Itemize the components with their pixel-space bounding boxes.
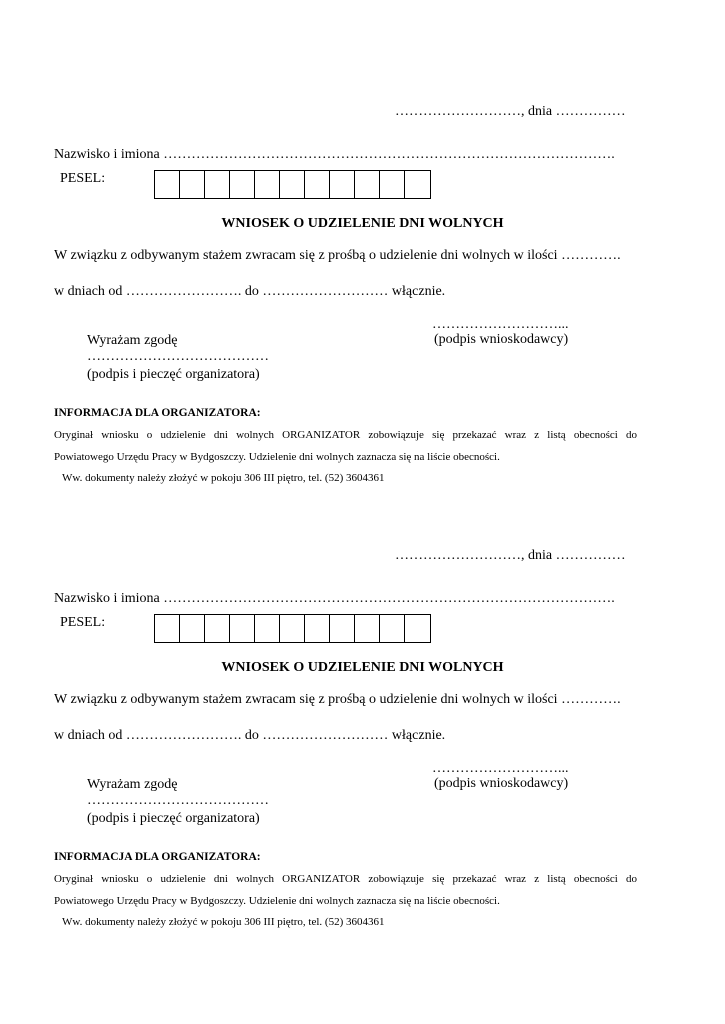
pesel-grid	[154, 614, 431, 643]
info-paragraph-2: Powiatowego Urzędu Pracy w Bydgoszczy. Udzielenie dni wolnych zaznacza się na liście obecności.	[54, 895, 500, 907]
organizer-signature-line: …………………………………	[87, 349, 269, 364]
pesel-label: PESEL:	[60, 615, 106, 630]
pesel-cell	[380, 171, 405, 198]
date-line: ………………………, dnia ……………	[395, 104, 626, 119]
form-title: WNIOSEK O UDZIELENIE DNI WOLNYCH	[221, 216, 504, 231]
applicant-signature-line: ………………………...	[432, 761, 569, 776]
info-paragraph-3: Ww. dokumenty należy złożyć w pokoju 306 III piętro, tel. (52) 3604361	[62, 472, 385, 484]
pesel-cell	[280, 615, 305, 642]
leave-request-form-1	[0, 0, 725, 484]
pesel-cell	[280, 171, 305, 198]
organizer-signature-label: (podpis i pieczęć organizatora)	[87, 811, 260, 826]
pesel-cell	[355, 615, 380, 642]
pesel-cell	[355, 171, 380, 198]
info-paragraph-1: Oryginał wniosku o udzielenie dni wolnych ORGANIZATOR zobowiązuje się przekazać wraz z listą obecności do	[54, 873, 637, 885]
date-line: ………………………, dnia ……………	[395, 548, 626, 563]
pesel-cell	[205, 171, 230, 198]
pesel-label: PESEL:	[60, 171, 106, 186]
pesel-cell	[205, 615, 230, 642]
organizer-signature-label: (podpis i pieczęć organizatora)	[87, 367, 260, 382]
pesel-cell	[405, 615, 430, 642]
dates-text: w dniach od ……………………. do ……………………… włącznie.	[54, 728, 446, 743]
leave-request-form-2	[0, 444, 725, 928]
pesel-cell	[255, 171, 280, 198]
pesel-cell	[305, 615, 330, 642]
pesel-cell	[180, 615, 205, 642]
pesel-cell	[255, 615, 280, 642]
info-heading: INFORMACJA DLA ORGANIZATORA:	[54, 407, 261, 419]
info-paragraph-3: Ww. dokumenty należy złożyć w pokoju 306 III piętro, tel. (52) 3604361	[62, 916, 385, 928]
dates-text: w dniach od ……………………. do ……………………… włącznie.	[54, 284, 446, 299]
pesel-cell	[380, 615, 405, 642]
pesel-grid	[154, 170, 431, 199]
applicant-signature-label: (podpis wnioskodawcy)	[434, 332, 569, 347]
pesel-cell	[230, 615, 255, 642]
pesel-cell	[405, 171, 430, 198]
pesel-cell	[155, 615, 180, 642]
consent-label: Wyrażam zgodę	[87, 333, 178, 348]
pesel-cell	[305, 171, 330, 198]
consent-label: Wyrażam zgodę	[87, 777, 178, 792]
name-field-line: Nazwisko i imiona …………………………………………………………………………………….	[54, 591, 615, 606]
name-field-line: Nazwisko i imiona …………………………………………………………………………………….	[54, 147, 615, 162]
organizer-signature-line: …………………………………	[87, 793, 269, 808]
info-heading: INFORMACJA DLA ORGANIZATORA:	[54, 851, 261, 863]
request-text: W związku z odbywanym stażem zwracam się z prośbą o udzielenie dni wolnych w ilości ………….	[54, 692, 621, 707]
pesel-cell	[330, 615, 355, 642]
request-text: W związku z odbywanym stażem zwracam się z prośbą o udzielenie dni wolnych w ilości ………….	[54, 248, 621, 263]
pesel-cell	[230, 171, 255, 198]
pesel-cell	[155, 171, 180, 198]
pesel-cell	[180, 171, 205, 198]
form-title: WNIOSEK O UDZIELENIE DNI WOLNYCH	[221, 660, 504, 675]
applicant-signature-line: ………………………...	[432, 317, 569, 332]
applicant-signature-label: (podpis wnioskodawcy)	[434, 776, 569, 791]
info-paragraph-2: Powiatowego Urzędu Pracy w Bydgoszczy. Udzielenie dni wolnych zaznacza się na liście obecności.	[54, 451, 500, 463]
pesel-cell	[330, 171, 355, 198]
info-paragraph-1: Oryginał wniosku o udzielenie dni wolnych ORGANIZATOR zobowiązuje się przekazać wraz z listą obecności do	[54, 429, 637, 441]
